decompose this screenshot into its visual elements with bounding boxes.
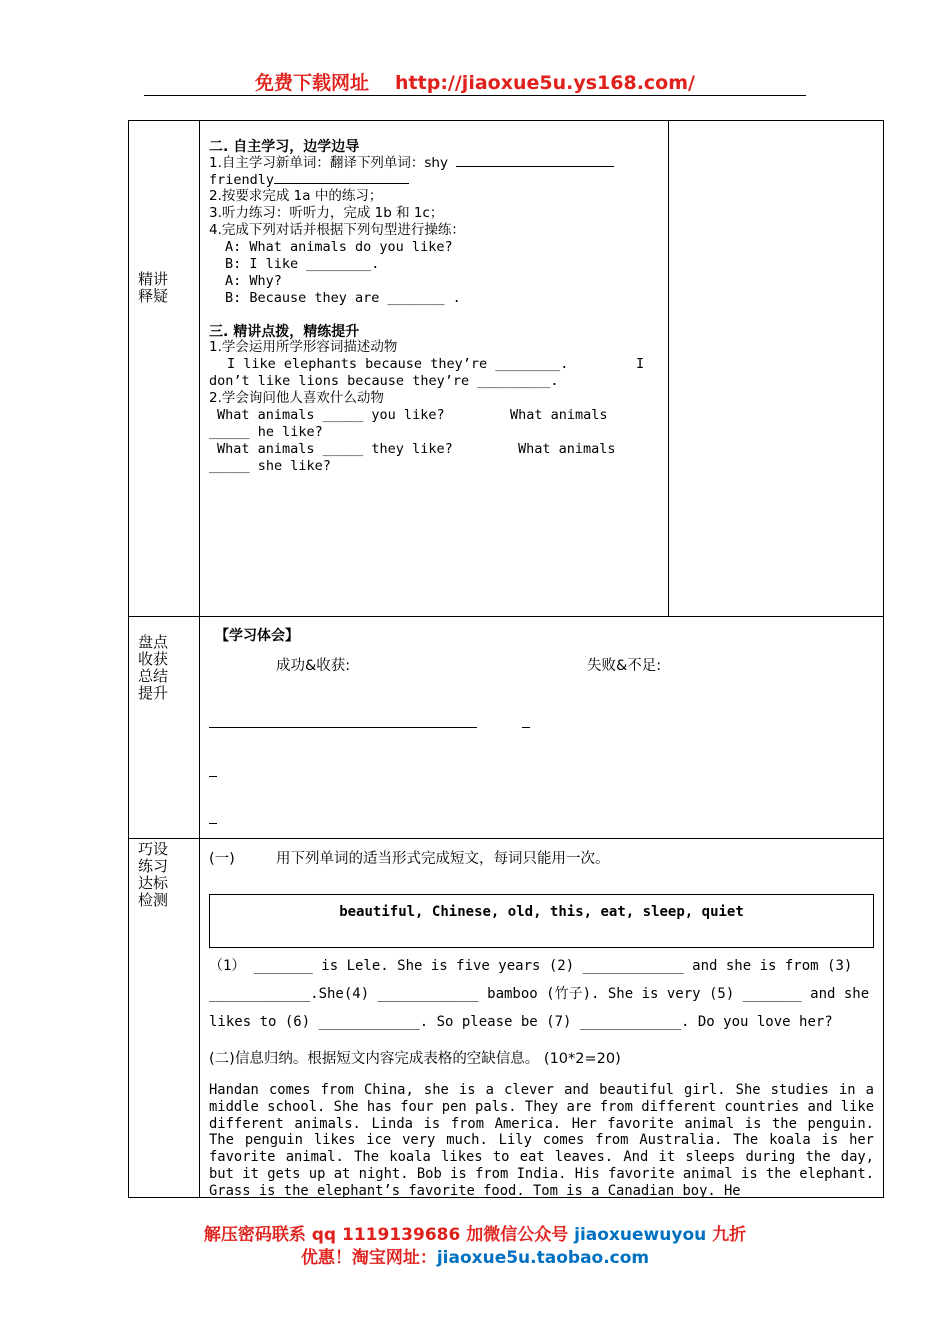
section3-q3a: What animals _____ they like? xyxy=(217,441,453,457)
row-label-explain: 精讲释疑 xyxy=(138,270,169,305)
section3-q2: _____ he like? xyxy=(209,424,323,440)
section3-item1: 1.学会运用所学形容词描述动物 xyxy=(209,339,398,355)
summary-write-line-4[interactable] xyxy=(209,823,217,824)
row-label-summary: 盘点收获总结提升 xyxy=(138,633,169,702)
row-label-exercise: 巧设练习达标检测 xyxy=(138,840,169,909)
section3-q1a: What animals _____ you like? xyxy=(217,407,445,423)
footer-wechat: jiaoxuewuyou xyxy=(574,1225,707,1245)
section3-line2: don’t like lions because they’re _________. xyxy=(209,373,559,389)
row-divider-2 xyxy=(128,838,884,839)
summary-write-line-3[interactable] xyxy=(209,776,217,777)
row-divider-1 xyxy=(128,616,884,617)
exercise-part1-instruction: 用下列单词的适当形式完成短文，每词只能用一次。 xyxy=(276,851,610,867)
footer-contact: 解压密码联系 qq 1119139686 加微信公众号 xyxy=(203,1225,569,1245)
footer-shop-label: 优惠！淘宝网址： xyxy=(300,1248,437,1268)
column-divider-notes xyxy=(668,120,669,616)
footer-line-1 xyxy=(0,1220,950,1245)
section3-line1b: I xyxy=(636,356,645,372)
footer-line-2 xyxy=(0,1243,950,1268)
cloze-line-3: likes to (6) ____________. So please be (7) ____________. Do you love her? xyxy=(209,1014,833,1030)
summary-success-label: 成功&收获: xyxy=(276,658,351,674)
summary-failure-label: 失败&不足: xyxy=(587,658,662,674)
dialog-a1: A: What animals do you like? xyxy=(225,239,453,255)
section2-item2: 2.按要求完成 1a 中的练习； xyxy=(209,188,383,204)
dialog-a2: A: Why? xyxy=(225,273,282,289)
word-bank-box: beautiful, Chinese, old, this, eat, sleep, quiet xyxy=(209,894,874,948)
section3-line1: I like elephants because they’re ________. xyxy=(227,356,569,372)
exercise-part2-instruction: (二)信息归纳。根据短文内容完成表格的空缺信息。 (10*2=20) xyxy=(209,1051,621,1067)
section2-item1: 1.自主学习新单词：翻译下列单词：shy xyxy=(209,154,614,172)
summary-write-line-2[interactable] xyxy=(522,727,530,728)
header-title: 免费下载网址 xyxy=(255,72,370,94)
header-banner xyxy=(0,68,950,95)
section3-q1b: What animals xyxy=(510,407,608,423)
section3-item2: 2.学会询问他人喜欢什么动物 xyxy=(209,390,384,406)
reading-passage: Handan comes from China, she is a clever and beautiful girl. She studies in a middle school. She has four pen pals. They are from different countries and like different animals. Linda is from America. Her favorite animal is the penguin. The penguin likes ice very much. Lily comes from Australia. The koala is her favorite animal. The koala likes to eat leaves. And it sleeps during the day, but it gets up at night. Bob is from India. His favorite animal is the elephant. Grass is the elephant’s favorite food. Tom is a Canadian boy. He xyxy=(209,1082,874,1198)
cloze-line-1: （1） _______ is Lele. She is five years (2) ____________ and she is from (3) xyxy=(209,958,853,974)
dialog-b1: B: I like ________. xyxy=(225,256,380,272)
footer-shop-url[interactable]: jiaoxue5u.taobao.com xyxy=(436,1248,650,1268)
cloze-line-2: ____________.She(4) ____________ bamboo (竹子). She is very (5) _______ and she xyxy=(209,986,870,1002)
summary-heading: 【学习体会】 xyxy=(215,628,299,644)
header-url[interactable]: http://jiaoxue5u.ys168.com/ xyxy=(395,72,695,94)
header-divider xyxy=(144,95,806,96)
section3-q4: _____ she like? xyxy=(209,458,331,474)
column-divider-label xyxy=(199,120,200,1198)
section3-q3b: What animals xyxy=(518,441,616,457)
summary-write-line-1[interactable] xyxy=(209,727,477,728)
section2-item4: 4.完成下列对话并根据下列句型进行操练： xyxy=(209,222,465,238)
section3-heading: 三. 精讲点拨，精练提升 xyxy=(209,324,360,340)
dialog-b2: B: Because they are _______ . xyxy=(225,290,461,306)
section2-item3: 3.听力练习：听听力，完成 1b 和 1c； xyxy=(209,205,444,221)
section2-item1b: friendly xyxy=(209,171,409,189)
exercise-part1-number: (一) xyxy=(209,851,235,867)
footer-discount: 九折 xyxy=(712,1225,747,1245)
section2-heading: 二. 自主学习，边学边导 xyxy=(209,139,360,155)
